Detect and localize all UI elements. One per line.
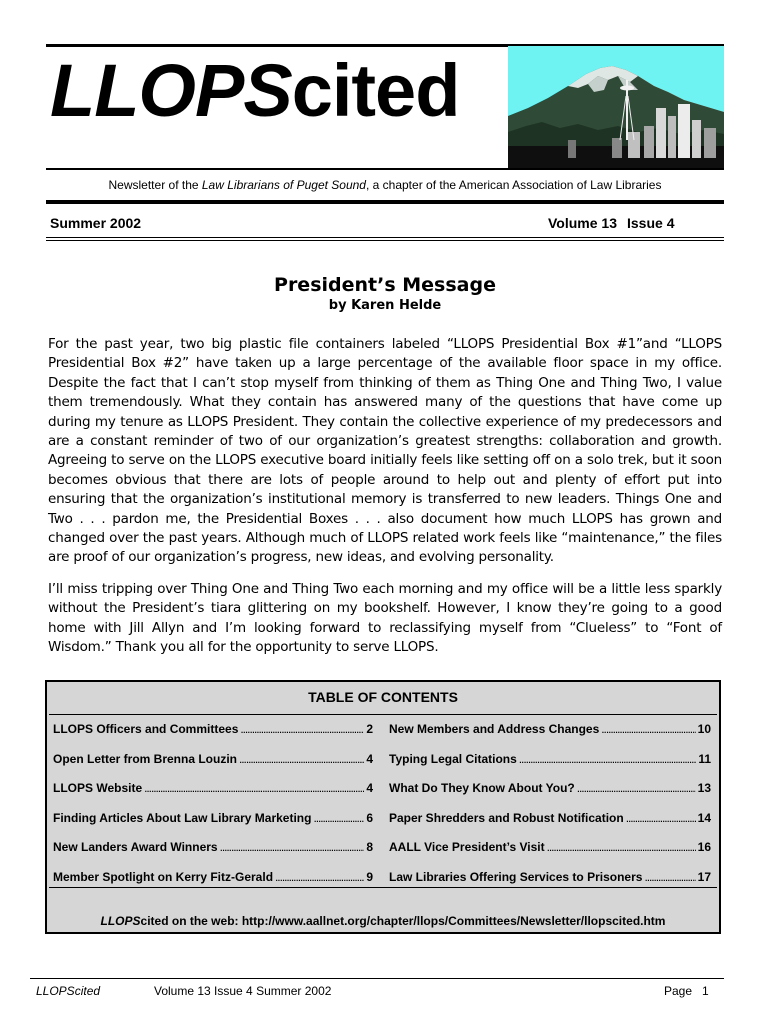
title-italic-part: LLOPS — [50, 49, 292, 132]
toc-entry-page: 6 — [366, 810, 373, 825]
toc-entry-title: LLOPS Website — [53, 781, 143, 795]
toc-entry-title: LLOPS Officers and Committees — [53, 722, 239, 736]
article-byline: by Karen Helde — [328, 298, 442, 313]
toc-leader — [275, 863, 364, 893]
newsletter-title — [50, 49, 460, 132]
masthead-rule — [46, 168, 724, 170]
toc-leader — [144, 774, 364, 804]
website-link-italic: LLOPS — [100, 914, 141, 928]
toc-entry-title: Open Letter from Brenna Louzin — [53, 751, 238, 766]
article-paragraph-1: For the past year, two big plastic file containers labeled “LLOPS Presidential Box #1”and “LLOPS Presidential Box #2” have taken up a large percentage of the available floor space in my office. Despite the fact that I can’t stop myself from thinking of them as Thing One and Thing Two, I value them tremendously. What they contain has answered many of the questions that have come up during my tenure as LLOPS President. They contain the collective experience of my predecessors and are a constant reminder of two of our organization’s greatest strengths: collaboration and growth. Agreeing to serve on the LLOPS executive board initially feels like setting off on a solo trek, but it soon becomes obvious that there are lots of people around to help out and plenty of effort put into ensuring that the organization’s institutional memory is transferred to new leaders. Things One and Two . . . pardon me, the Presidential Boxes . . . also document how much LLOPS has grown and changed over the past years. Although much of LLOPS related work feels like “maintenance,” the files are proof of our organization’s progress, new ideas, and evolving personality. — [48, 336, 722, 566]
toc-entry-title: New Landers Award Winners — [53, 840, 218, 854]
issue-bottom-rule — [46, 237, 724, 238]
tagline-suffix: , a chapter of the American Association of Law Libraries — [365, 178, 662, 192]
article-title: President’s Message — [274, 274, 496, 296]
toc-entry-title: Typing Legal Citations — [389, 751, 517, 766]
toc-leader — [547, 833, 696, 863]
tagline-organization: Law Librarians of Puget Sound — [201, 178, 366, 192]
footer-volume: Volume 13 Issue 4 Summer 2002 — [154, 984, 332, 998]
toc-heading: TABLE OF CONTENTS — [308, 689, 458, 705]
toc-entry-title: Finding Articles About Law Library Marketing — [53, 810, 312, 825]
toc-entry[interactable] — [389, 863, 711, 893]
toc-entry[interactable] — [389, 715, 711, 745]
toc-leader — [519, 745, 697, 775]
toc-leader — [644, 863, 695, 893]
toc-leader — [601, 715, 695, 745]
toc-entry-page: 2 — [366, 722, 373, 736]
toc-entry[interactable] — [53, 715, 373, 745]
toc-entry-page: 4 — [366, 751, 373, 766]
toc-entry[interactable] — [389, 745, 711, 775]
toc-entry-title: Law Libraries Offering Services to Prisoners — [389, 869, 643, 884]
toc-entry-title: New Members and Address Changes — [389, 722, 600, 736]
issue-top-rule — [46, 200, 724, 204]
issue-volume-number — [548, 215, 674, 231]
footer-page-label: Page — [664, 984, 693, 998]
toc-entry-page: 11 — [698, 751, 711, 766]
toc-leader — [239, 745, 364, 775]
toc-entry-title: Member Spotlight on Kerry Fitz-Gerald — [53, 869, 274, 884]
toc-leader — [626, 804, 696, 834]
toc-entries — [49, 714, 717, 888]
toc-entry-page: 4 — [366, 781, 373, 795]
issue-season: Summer 2002 — [50, 215, 142, 231]
newsletter-tagline — [46, 178, 724, 192]
toc-entry[interactable] — [53, 774, 373, 804]
toc-entry[interactable] — [53, 745, 373, 775]
issue-bottom-rule-2 — [46, 240, 724, 241]
toc-left-column — [53, 715, 373, 892]
toc-entry-page: 10 — [697, 722, 711, 736]
toc-entry[interactable] — [53, 863, 373, 893]
footer-publication-name: LLOPScited — [36, 984, 101, 998]
toc-entry-page: 13 — [697, 781, 711, 795]
toc-right-column — [389, 715, 711, 892]
footer-rule — [30, 978, 724, 979]
toc-entry-page: 8 — [366, 840, 373, 854]
toc-entry[interactable] — [389, 804, 711, 834]
footer-publication — [36, 984, 100, 998]
toc-leader — [577, 774, 696, 804]
footer-page — [664, 984, 709, 998]
toc-entry-title: What Do They Know About You? — [389, 781, 575, 795]
table-of-contents — [45, 680, 721, 934]
toc-leader — [240, 715, 364, 745]
toc-entry-page: 9 — [366, 869, 373, 884]
toc-entry-title: Paper Shredders and Robust Notification — [389, 810, 624, 825]
toc-entry-page: 17 — [697, 869, 711, 884]
article-paragraph-2: I’ll miss tripping over Thing One and Thing Two each morning and my office will be a little less sparkly without the President’s tiara glittering on my bookshelf. However, I know they’re going to a good home with Jill Allyn and I’m looking forward to reclassifying myself from “Clueless” to “Font of Wisdom.” Thank you all for the opportunity to serve LLOPS. — [48, 581, 722, 656]
tagline-prefix: Newsletter of the — [108, 178, 202, 192]
toc-leader — [220, 833, 365, 863]
toc-entry-page: 14 — [697, 810, 711, 825]
toc-entry-title: AALL Vice President’s Visit — [389, 840, 545, 854]
toc-entry[interactable] — [389, 774, 711, 804]
toc-entry[interactable] — [53, 833, 373, 863]
toc-entry[interactable] — [389, 833, 711, 863]
title-rest-part: cited — [291, 49, 460, 132]
footer-page-number: 1 — [702, 984, 709, 998]
website-link-text: cited on the web: http://www.aallnet.org/chapter/llops/Committees/Newsletter/llopscited.htm — [140, 914, 666, 928]
issue-number: Issue 4 — [627, 215, 675, 231]
issue-volume: Volume 13 — [548, 215, 617, 231]
website-link[interactable] — [47, 914, 719, 928]
toc-entry[interactable] — [53, 804, 373, 834]
seattle-skyline-photo — [508, 46, 724, 168]
toc-leader — [313, 804, 364, 834]
toc-entry-page: 16 — [697, 840, 711, 854]
